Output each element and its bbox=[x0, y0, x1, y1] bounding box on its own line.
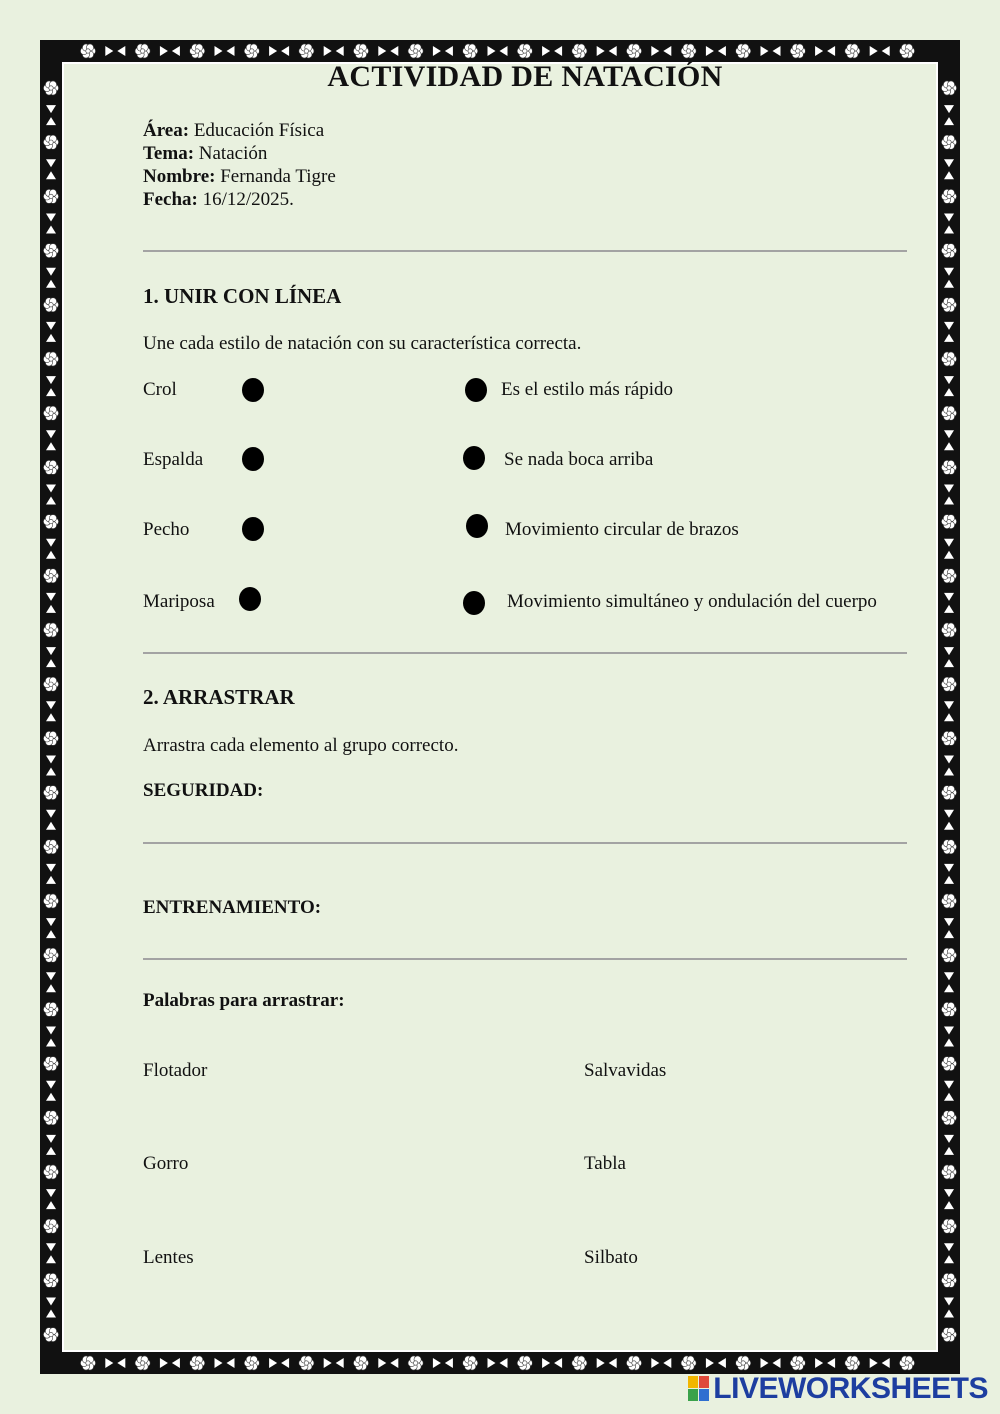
drag-word[interactable]: Flotador bbox=[143, 1060, 208, 1081]
match-right-dot[interactable] bbox=[463, 591, 485, 615]
liveworksheets-logo: LIVEWORKSHEETS bbox=[688, 1372, 988, 1406]
words-label: Palabras para arrastrar: bbox=[143, 990, 345, 1011]
group-entrenamiento-label: ENTRENAMIENTO: bbox=[143, 897, 322, 918]
info-area: Área: Educación Física bbox=[143, 120, 325, 141]
match-left-dot[interactable] bbox=[242, 447, 264, 471]
drag-word[interactable]: Gorro bbox=[143, 1153, 189, 1174]
group-seguridad-label: SEGURIDAD: bbox=[143, 780, 264, 801]
match-left-item: Mariposa bbox=[143, 591, 215, 612]
match-right-item: Se nada boca arriba bbox=[504, 449, 654, 470]
info-nombre: Nombre: Fernanda Tigre bbox=[143, 166, 336, 187]
match-right-dot[interactable] bbox=[465, 378, 487, 402]
section2-instruction: Arrastra cada elemento al grupo correcto. bbox=[143, 735, 459, 756]
drag-word[interactable]: Salvavidas bbox=[584, 1060, 667, 1081]
section1-instruction: Une cada estilo de natación con su característica correcta. bbox=[143, 333, 582, 354]
divider bbox=[143, 652, 907, 654]
section2-heading: 2. ARRASTRAR bbox=[143, 685, 295, 709]
info-tema: Tema: Natación bbox=[143, 143, 268, 164]
liveworksheets-icon bbox=[688, 1376, 710, 1402]
match-left-item: Espalda bbox=[143, 449, 204, 470]
match-left-item: Pecho bbox=[143, 519, 190, 540]
match-left-dot[interactable] bbox=[242, 378, 264, 402]
drop-zone-seguridad[interactable] bbox=[143, 842, 907, 844]
drop-zone-entrenamiento[interactable] bbox=[143, 958, 907, 960]
match-right-dot[interactable] bbox=[466, 514, 488, 538]
match-right-item: Movimiento simultáneo y ondulación del cuerpo bbox=[507, 591, 877, 612]
info-fecha: Fecha: 16/12/2025. bbox=[143, 189, 294, 210]
match-right-item: Es el estilo más rápido bbox=[501, 379, 674, 400]
drag-word[interactable]: Silbato bbox=[584, 1247, 638, 1268]
drag-word[interactable]: Lentes bbox=[143, 1247, 194, 1268]
drag-word[interactable]: Tabla bbox=[584, 1153, 626, 1174]
divider bbox=[143, 250, 907, 252]
section1-heading: 1. UNIR CON LÍNEA bbox=[143, 284, 342, 308]
match-left-dot[interactable] bbox=[242, 517, 264, 541]
match-left-dot[interactable] bbox=[239, 587, 261, 611]
match-right-item: Movimiento circular de brazos bbox=[505, 519, 739, 540]
page-title: ACTIVIDAD DE NATACIÓN bbox=[327, 60, 723, 93]
match-left-item: Crol bbox=[143, 379, 177, 400]
match-right-dot[interactable] bbox=[463, 446, 485, 470]
